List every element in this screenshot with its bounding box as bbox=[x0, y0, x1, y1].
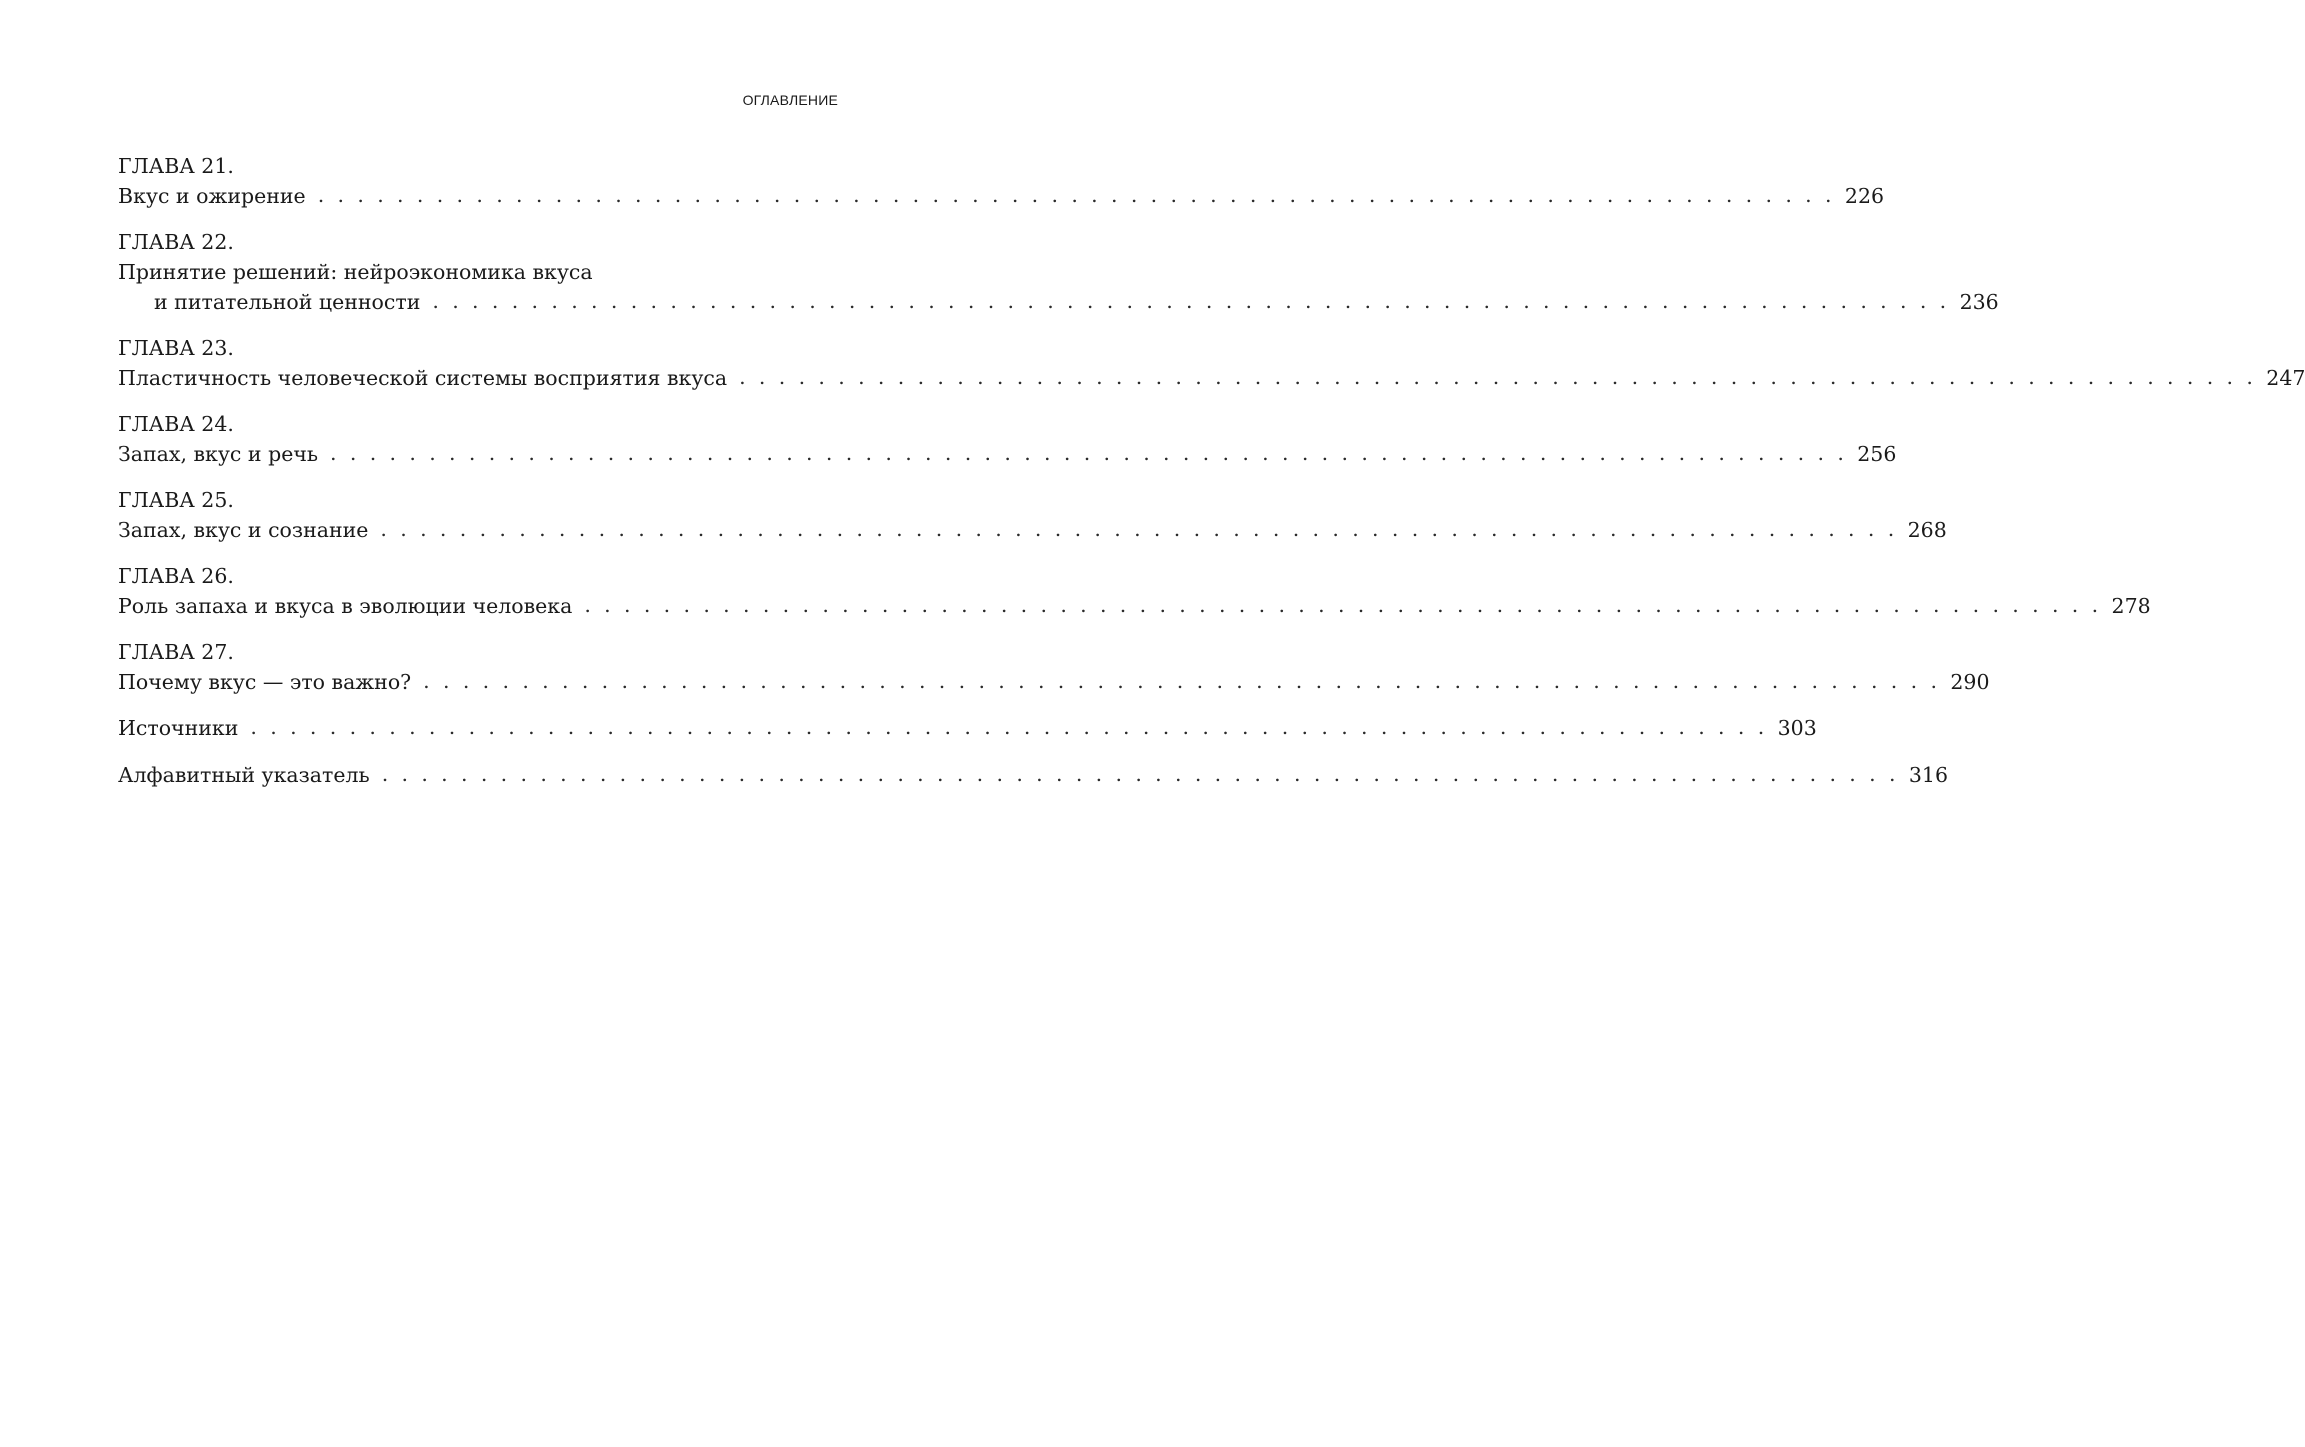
toc-entry-chapter-24 bbox=[118, 409, 1897, 469]
toc-entry-link[interactable] bbox=[118, 181, 1885, 211]
entry-title-first-line: Принятие решений: нейроэкономика вкуса bbox=[118, 260, 593, 284]
entry-title: Источники bbox=[118, 716, 239, 740]
toc-entry-chapter-27 bbox=[118, 637, 1990, 697]
toc-entry-link[interactable] bbox=[118, 760, 1949, 790]
toc-entry-chapter-21 bbox=[118, 151, 1885, 211]
page-number: 303 bbox=[1777, 716, 1817, 740]
running-head: ОГЛАВЛЕНИЕ bbox=[742, 92, 838, 108]
page-number: 278 bbox=[2111, 594, 2151, 618]
dot-leader: . . . . . . . . . . . . . . . . . . . . . . . . . . . . . . . . . . . . . . . . . . . . . . . . . . . . . . . . . . . . . . . . . . . . . . . . . . . . . bbox=[432, 289, 1950, 313]
toc-entry-link[interactable] bbox=[118, 713, 1817, 743]
entry-title: Вкус и ожирение bbox=[118, 184, 306, 208]
page-number: 226 bbox=[1844, 184, 1885, 208]
entry-title: Алфавитный указатель bbox=[118, 763, 370, 787]
page-number: 316 bbox=[1908, 763, 1949, 787]
page-number: 236 bbox=[1959, 290, 1999, 314]
toc-entry-link[interactable] bbox=[118, 363, 2305, 393]
toc-entry-sources bbox=[118, 713, 1817, 743]
chapter-label: ГЛАВА 22. bbox=[118, 230, 234, 254]
toc-entry-chapter-25 bbox=[118, 485, 1947, 545]
page-number: 268 bbox=[1907, 518, 1947, 542]
dot-leader: . . . . . . . . . . . . . . . . . . . . . . . . . . . . . . . . . . . . . . . . . . . . . . . . . . . . . . . . . . . . . . . . . . . . . . . . . . . . . bbox=[380, 517, 1898, 541]
dot-leader: . . . . . . . . . . . . . . . . . . . . . . . . . . . . . . . . . . . . . . . . . . . . . . . . . . . . . . . . . . . . . . . . . . . . . . . . . . . . . bbox=[739, 365, 2257, 389]
chapter-label: ГЛАВА 26. bbox=[118, 564, 234, 588]
entry-title: Запах, вкус и речь bbox=[118, 442, 319, 466]
table-of-contents bbox=[118, 151, 2305, 807]
entry-title: Почему вкус — это важно? bbox=[118, 670, 412, 694]
toc-entry-link[interactable] bbox=[118, 287, 1999, 317]
dot-leader: . . . . . . . . . . . . . . . . . . . . . . . . . . . . . . . . . . . . . . . . . . . . . . . . . . . . . . . . . . . . . . . . . . . . . . . . . . . . . bbox=[250, 715, 1768, 739]
chapter-label: ГЛАВА 23. bbox=[118, 336, 234, 360]
toc-entry-link[interactable] bbox=[118, 439, 1897, 469]
dot-leader: . . . . . . . . . . . . . . . . . . . . . . . . . . . . . . . . . . . . . . . . . . . . . . . . . . . . . . . . . . . . . . . . . . . . . . . . . . . . . bbox=[381, 762, 1899, 786]
entry-title: Запах, вкус и сознание bbox=[118, 518, 369, 542]
dot-leader: . . . . . . . . . . . . . . . . . . . . . . . . . . . . . . . . . . . . . . . . . . . . . . . . . . . . . . . . . . . . . . . . . . . . . . . . . . . . . bbox=[317, 183, 1835, 207]
page-number: 290 bbox=[1950, 670, 1990, 694]
entry-title: Пластичность человеческой системы восприятия вкуса bbox=[118, 366, 728, 390]
dot-leader: . . . . . . . . . . . . . . . . . . . . . . . . . . . . . . . . . . . . . . . . . . . . . . . . . . . . . . . . . . . . . . . . . . . . . . . . . . . . . bbox=[584, 593, 2102, 617]
toc-entry-chapter-26 bbox=[118, 561, 2151, 621]
toc-entry-link[interactable] bbox=[118, 667, 1990, 697]
chapter-label: ГЛАВА 25. bbox=[118, 488, 234, 512]
dot-leader: . . . . . . . . . . . . . . . . . . . . . . . . . . . . . . . . . . . . . . . . . . . . . . . . . . . . . . . . . . . . . . . . . . . . . . . . . . . . . bbox=[423, 669, 1941, 693]
chapter-label: ГЛАВА 27. bbox=[118, 640, 234, 664]
page-number: 247 bbox=[2266, 366, 2305, 390]
dot-leader: . . . . . . . . . . . . . . . . . . . . . . . . . . . . . . . . . . . . . . . . . . . . . . . . . . . . . . . . . . . . . . . . . . . . . . . . . . . . . bbox=[330, 441, 1848, 465]
entry-title: Роль запаха и вкуса в эволюции человека bbox=[118, 594, 573, 618]
toc-entry-chapter-23 bbox=[118, 333, 2305, 393]
toc-entry-index bbox=[118, 760, 1949, 790]
toc-entry-link[interactable] bbox=[118, 515, 1947, 545]
entry-title: и питательной ценности bbox=[154, 290, 421, 314]
toc-entry-chapter-22 bbox=[118, 227, 1999, 317]
chapter-label: ГЛАВА 21. bbox=[118, 154, 234, 178]
chapter-label: ГЛАВА 24. bbox=[118, 412, 234, 436]
toc-entry-link[interactable] bbox=[118, 591, 2151, 621]
page-number: 256 bbox=[1857, 442, 1897, 466]
